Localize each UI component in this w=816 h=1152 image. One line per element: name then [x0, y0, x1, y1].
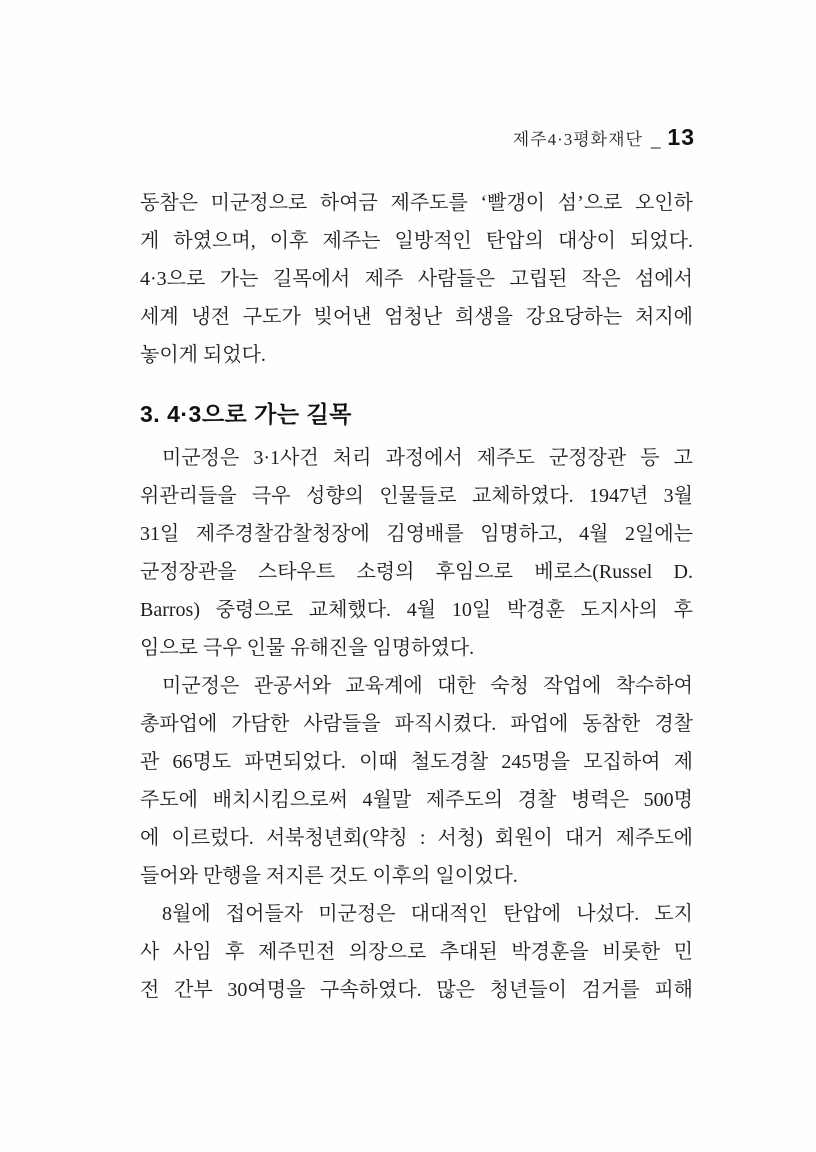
text-line: 전 간부 30여명을 구속하였다. 많은 청년들이 검거를 피해: [140, 979, 693, 1001]
body-text: [140, 184, 693, 1009]
header-separator: _: [650, 130, 661, 149]
section-heading: 3. 4·3으로 가는 길목: [140, 401, 352, 427]
text-line: 동참은 미군정으로 하여금 제주도를 ‘빨갱이 섬’으로 오인하: [140, 192, 693, 214]
running-header: [513, 124, 695, 151]
paragraph-august-crackdown: [140, 895, 693, 1009]
paragraph-appointments: [140, 439, 693, 667]
text-line: 8월에 접어들자 미군정은 대대적인 탄압에 나섰다. 도지: [162, 903, 693, 925]
text-line: 4·3으로 가는 길목에서 제주 사람들은 고립된 작은 섬에서: [140, 268, 693, 290]
text-line: 세계 냉전 구도가 빚어낸 엄청난 희생을 강요당하는 처지에: [140, 306, 693, 328]
paragraph-purge: [140, 667, 693, 895]
paragraph-intro-continuation: [140, 184, 693, 374]
text-line: 위관리들을 극우 성향의 인물들로 교체하였다. 1947년 3월: [140, 485, 693, 507]
text-line: 임으로 극우 인물 유해진을 임명하였다.: [140, 637, 475, 659]
text-line: 사 사임 후 제주민전 의장으로 추대된 박경훈을 비롯한 민: [140, 941, 693, 963]
text-line: 들어와 만행을 저지른 것도 이후의 일이었다.: [140, 865, 518, 887]
text-line: 놓이게 되었다.: [140, 344, 266, 366]
page-number: 13: [667, 124, 695, 150]
text-line: 미군정은 3·1사건 처리 과정에서 제주도 군정장관 등 고: [162, 447, 693, 469]
text-line: 주도에 배치시킴으로써 4월말 제주도의 경찰 병력은 500명: [140, 789, 693, 811]
publisher-name: 제주4·3평화재단: [512, 130, 643, 149]
text-line: 관 66명도 파면되었다. 이때 철도경찰 245명을 모집하여 제: [140, 751, 693, 773]
text-line: 군정장관을 스타우트 소령의 후임으로 베로스(Russel D.: [140, 561, 693, 583]
text-line: 31일 제주경찰감찰청장에 김영배를 임명하고, 4월 2일에는: [140, 523, 693, 545]
text-line: 미군정은 관공서와 교육계에 대한 숙청 작업에 착수하여: [162, 675, 693, 697]
text-line: 게 하였으며, 이후 제주는 일방적인 탄압의 대상이 되었다.: [140, 230, 693, 252]
text-line: 총파업에 가담한 사람들을 파직시켰다. 파업에 동참한 경찰: [140, 713, 693, 735]
text-line: 에 이르렀다. 서북청년회(약칭 : 서청) 회원이 대거 제주도에: [140, 827, 693, 849]
text-line: Barros) 중령으로 교체했다. 4월 10일 박경훈 도지사의 후: [140, 599, 693, 621]
